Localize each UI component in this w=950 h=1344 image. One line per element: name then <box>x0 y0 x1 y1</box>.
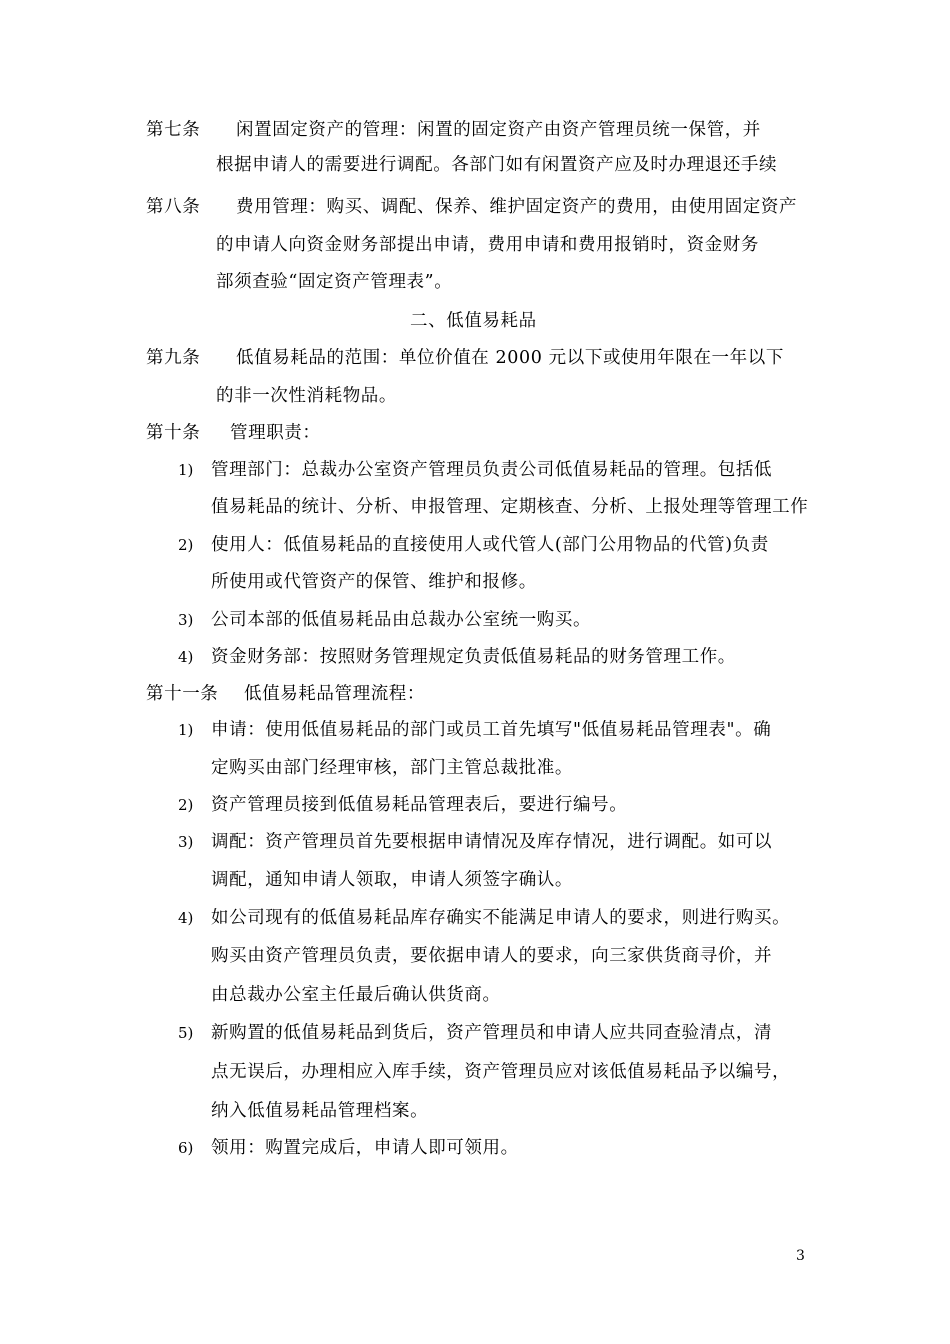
list-item-number: 6) <box>178 1139 194 1157</box>
article-8-line-3: 部须查验“固定资产管理表”。 <box>216 272 453 292</box>
list-item-text: 使用人：低值易耗品的直接使用人或代管人(部门公用物品的代管)负责 <box>211 535 769 555</box>
list-item-text: 定购买由部门经理审核，部门主管总裁批准。 <box>211 758 573 778</box>
list-item-text: 公司本部的低值易耗品由总裁办公室统一购买。 <box>211 610 592 630</box>
list-item-text: 购买由资产管理员负责，要依据申请人的要求，向三家供货商寻价，并 <box>211 946 773 966</box>
list-item-text: 由总裁办公室主任最后确认供货商。 <box>211 985 501 1005</box>
list-item-text: 调配：资产管理员首先要根据申请情况及库存情况，进行调配。如可以 <box>211 832 773 852</box>
list-item-text: 纳入低值易耗品管理档案。 <box>211 1101 429 1121</box>
article-10-label: 第十条 <box>146 423 201 443</box>
list-item-number: 4) <box>178 909 194 927</box>
list-item-number: 5) <box>178 1024 194 1042</box>
article-11-title: 低值易耗品管理流程： <box>244 684 425 704</box>
list-item-number: 1) <box>178 461 194 479</box>
list-item-text: 领用：购置完成后，申请人即可领用。 <box>211 1138 519 1158</box>
article-8-label: 第八条 <box>146 197 201 217</box>
article-9-line-2: 的非一次性消耗物品。 <box>216 386 397 406</box>
article-9-line-1: 低值易耗品的范围：单位价值在 2000 元以下或使用年限在一年以下 <box>236 348 784 368</box>
article-10-title: 管理职责： <box>230 423 321 443</box>
list-item-number: 2) <box>178 536 194 554</box>
list-item-text: 值易耗品的统计、分析、申报管理、定期核查、分析、上报处理等管理工作 <box>211 497 809 517</box>
article-8-line-2: 的申请人向资金财务部提出申请，费用申请和费用报销时，资金财务 <box>216 235 759 255</box>
article-7-line-2: 根据申请人的需要进行调配。各部门如有闲置资产应及时办理退还手续 <box>216 155 778 175</box>
list-item-text: 资金财务部：按照财务管理规定负责低值易耗品的财务管理工作。 <box>211 647 736 667</box>
section-heading: 二、低值易耗品 <box>410 311 537 331</box>
list-item-number: 2) <box>178 796 194 814</box>
article-7-label: 第七条 <box>146 120 201 140</box>
list-item-number: 3) <box>178 833 194 851</box>
list-item-text: 如公司现有的低值易耗品库存确实不能满足申请人的要求，则进行购买。 <box>211 908 791 928</box>
page-number: 3 <box>796 1248 805 1264</box>
list-item-text: 点无误后，办理相应入库手续，资产管理员应对该低值易耗品予以编号， <box>211 1062 791 1082</box>
article-7-line-1: 闲置固定资产的管理：闲置的固定资产由资产管理员统一保管，并 <box>236 120 761 140</box>
article-8-line-1: 费用管理：购买、调配、保养、维护固定资产的费用，由使用固定资产 <box>236 197 798 217</box>
list-item-text: 所使用或代管资产的保管、维护和报修。 <box>211 572 537 592</box>
list-item-text: 申请：使用低值易耗品的部门或员工首先填写"低值易耗品管理表"。确 <box>211 720 772 740</box>
list-item-number: 4) <box>178 648 194 666</box>
list-item-text: 管理部门：总裁办公室资产管理员负责公司低值易耗品的管理。包括低 <box>211 460 773 480</box>
article-11-label: 第十一条 <box>146 684 219 704</box>
list-item-text: 资产管理员接到低值易耗品管理表后，要进行编号。 <box>211 795 628 815</box>
list-item-number: 1) <box>178 721 194 739</box>
list-item-text: 新购置的低值易耗品到货后，资产管理员和申请人应共同查验清点，清 <box>211 1023 773 1043</box>
list-item-number: 3) <box>178 611 194 629</box>
list-item-text: 调配，通知申请人领取，申请人须签字确认。 <box>211 870 573 890</box>
article-9-label: 第九条 <box>146 348 201 368</box>
